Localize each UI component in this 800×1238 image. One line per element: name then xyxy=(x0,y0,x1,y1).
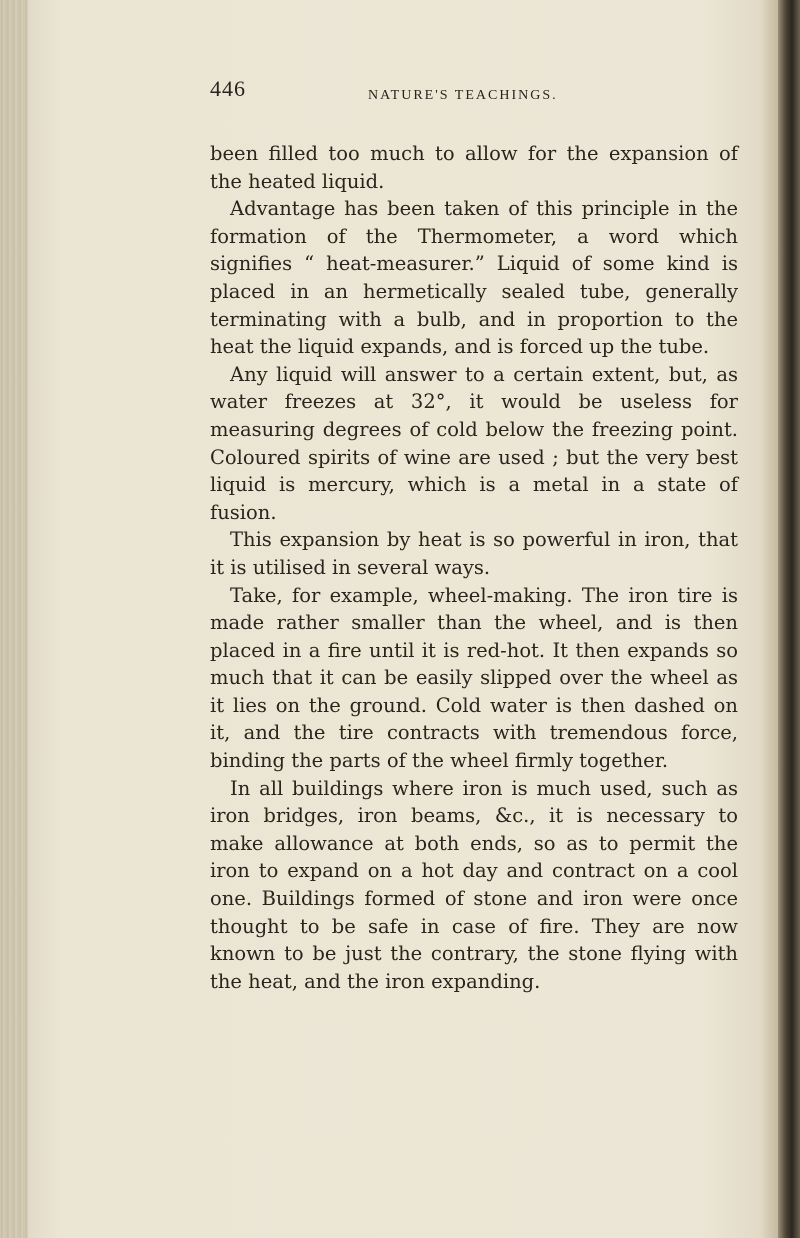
paragraph: In all buildings where iron is much used, such as iron bridges, iron beams, &c., it is necessary to make allowance at both ends, so as to permit the iron to expand on a hot day and contract on a cool one. Buildings formed of stone and iron were once thought to be safe in case of fire. They are now known to be just the contrary, the stone flying with the heat, and the iron expanding. xyxy=(210,776,738,993)
paragraph: been filled too much to allow for the expansion of the heated liquid. xyxy=(210,142,738,193)
paragraph: Any liquid will answer to a certain extent, but, as water freezes at 32°, it would be useless for measuring degrees of cold below the freezing point. Coloured spirits of wine are used ; but the very best liquid is mercury, which is a metal in a state of fusion. xyxy=(210,362,738,524)
running-head: NATURE'S TEACHINGS. xyxy=(368,88,558,103)
page-gutter xyxy=(0,0,28,1238)
paragraph: Advantage has been taken of this principle in the formation of the Thermometer, a word which signifies “ heat-measurer.” Liquid of some kind is placed in an hermetically sealed tube, generally terminating with a bulb, and in proportion to the heat the liquid expands, and is forced up the tube. xyxy=(210,197,738,359)
page-edge xyxy=(778,0,800,1238)
page-header xyxy=(210,72,730,112)
page-number: 446 xyxy=(210,76,246,101)
body-text xyxy=(210,140,738,995)
paragraph: Take, for example, wheel-making. The iron tire is made rather smaller than the wheel, and is then placed in a fire until it is red-hot. It then expands so much that it can be easily slipped over the wheel as it lies on the ground. Cold water is then dashed on it, and the tire contracts with tremendous force, binding the parts of the wheel firmly together. xyxy=(210,583,738,773)
paragraph: This expansion by heat is so powerful in iron, that it is utilised in several ways. xyxy=(210,528,738,579)
